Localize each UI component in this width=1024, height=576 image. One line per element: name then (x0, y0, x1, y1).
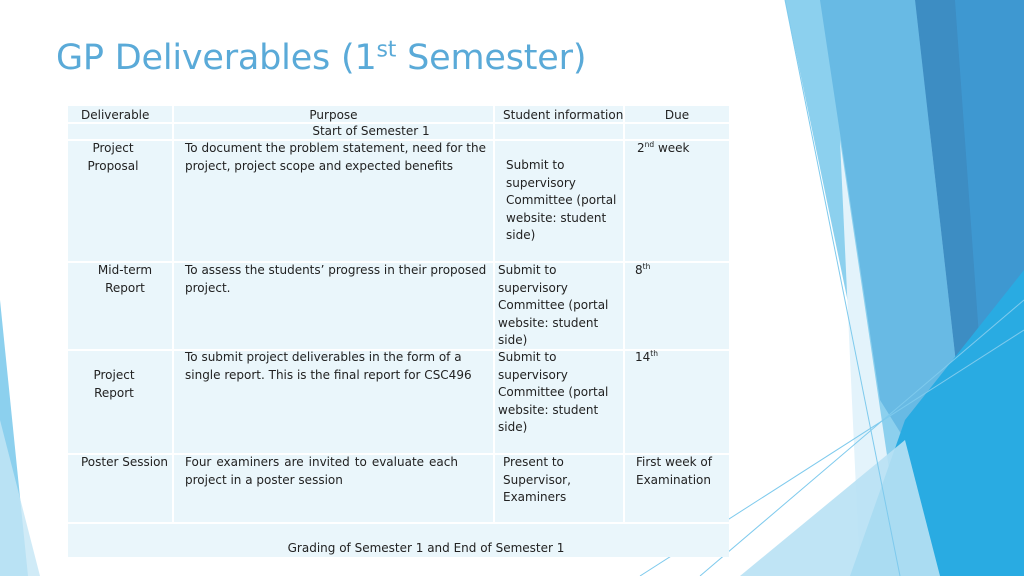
deliverable-line: Mid-term (97, 263, 153, 277)
row-2-due (635, 262, 650, 280)
row-2-purpose (185, 262, 486, 297)
row-divider (68, 522, 729, 524)
info-line: Committee (portal (498, 385, 609, 400)
info-line: website: student (506, 210, 607, 225)
purpose-line: To assess the students’ progress in their proposed (185, 263, 487, 277)
purpose-line: project. (185, 280, 231, 295)
due-line: First week of (636, 455, 712, 469)
title-superscript: st (376, 37, 397, 63)
row-4-deliverable: Poster Session (81, 455, 169, 469)
column-divider (172, 106, 174, 522)
footer-note: Grading of Semester 1 and End of Semester 1 (287, 541, 565, 555)
due-suffix: week (654, 141, 690, 155)
info-line: side) (506, 228, 536, 243)
info-line: website: student (498, 315, 599, 330)
slide-title (56, 38, 586, 78)
title-end: Semester) (396, 38, 587, 78)
due-ordinal: th (650, 349, 658, 358)
due-number: 14 (635, 350, 651, 364)
info-line: Present to (503, 455, 564, 469)
row-3-student-information (498, 349, 608, 437)
info-line: website: student (498, 402, 599, 417)
info-line: Committee (portal (498, 298, 609, 313)
deliverable-line: Project (93, 368, 135, 382)
purpose-line: project in a poster session (185, 472, 343, 487)
deliverables-table (68, 106, 729, 557)
column-divider (493, 106, 495, 522)
row-1-deliverable (68, 140, 158, 175)
purpose-line: To submit project deliverables in the form of a (185, 350, 462, 364)
info-line: Committee (portal (506, 193, 617, 208)
due-ordinal: nd (644, 140, 655, 149)
row-2-deliverable (68, 262, 182, 297)
purpose-line: project, project scope and expected benefits (185, 158, 454, 173)
due-line: Examination (636, 472, 712, 487)
row-4-purpose (185, 454, 458, 489)
header-due: Due (664, 108, 690, 122)
row-1-due (637, 140, 690, 158)
info-line: Submit to (498, 350, 557, 364)
info-line: Examiners (503, 490, 567, 505)
info-line: supervisory (498, 367, 568, 382)
row-1-student-information (506, 157, 616, 245)
row-1-purpose (185, 140, 486, 175)
purpose-line: To document the problem statement, need for the (185, 141, 487, 155)
row-2-student-information (498, 262, 608, 350)
purpose-line: Four examiners are invited to evaluate each (185, 455, 458, 469)
deliverable-line: Report (105, 280, 145, 295)
deliverable-line: Proposal (87, 158, 139, 173)
info-line: side) (498, 333, 528, 348)
start-of-semester-label: Start of Semester 1 (312, 124, 430, 138)
header-student-information: Student information (503, 108, 624, 122)
row-3-due (635, 349, 658, 367)
header-deliverable: Deliverable (81, 108, 150, 122)
info-line: side) (498, 420, 528, 435)
info-line: Supervisor, (503, 472, 571, 487)
purpose-line: single report. This is the final report for CSC496 (185, 367, 472, 382)
due-number: 2 (637, 141, 645, 155)
info-line: supervisory (498, 280, 568, 295)
info-line: supervisory (506, 175, 576, 190)
row-4-due (636, 454, 712, 489)
info-line: Submit to (506, 158, 565, 172)
row-3-deliverable (68, 367, 160, 402)
deliverable-line: Project (92, 141, 134, 155)
due-number: 8 (635, 263, 643, 277)
title-main: GP Deliverables (1 (56, 38, 377, 78)
due-ordinal: th (642, 262, 651, 271)
deliverable-line: Report (94, 385, 134, 400)
row-4-student-information (503, 454, 571, 507)
info-line: Submit to (498, 263, 557, 277)
header-purpose: Purpose (309, 108, 358, 122)
row-3-purpose (185, 349, 472, 384)
column-divider (623, 106, 625, 522)
